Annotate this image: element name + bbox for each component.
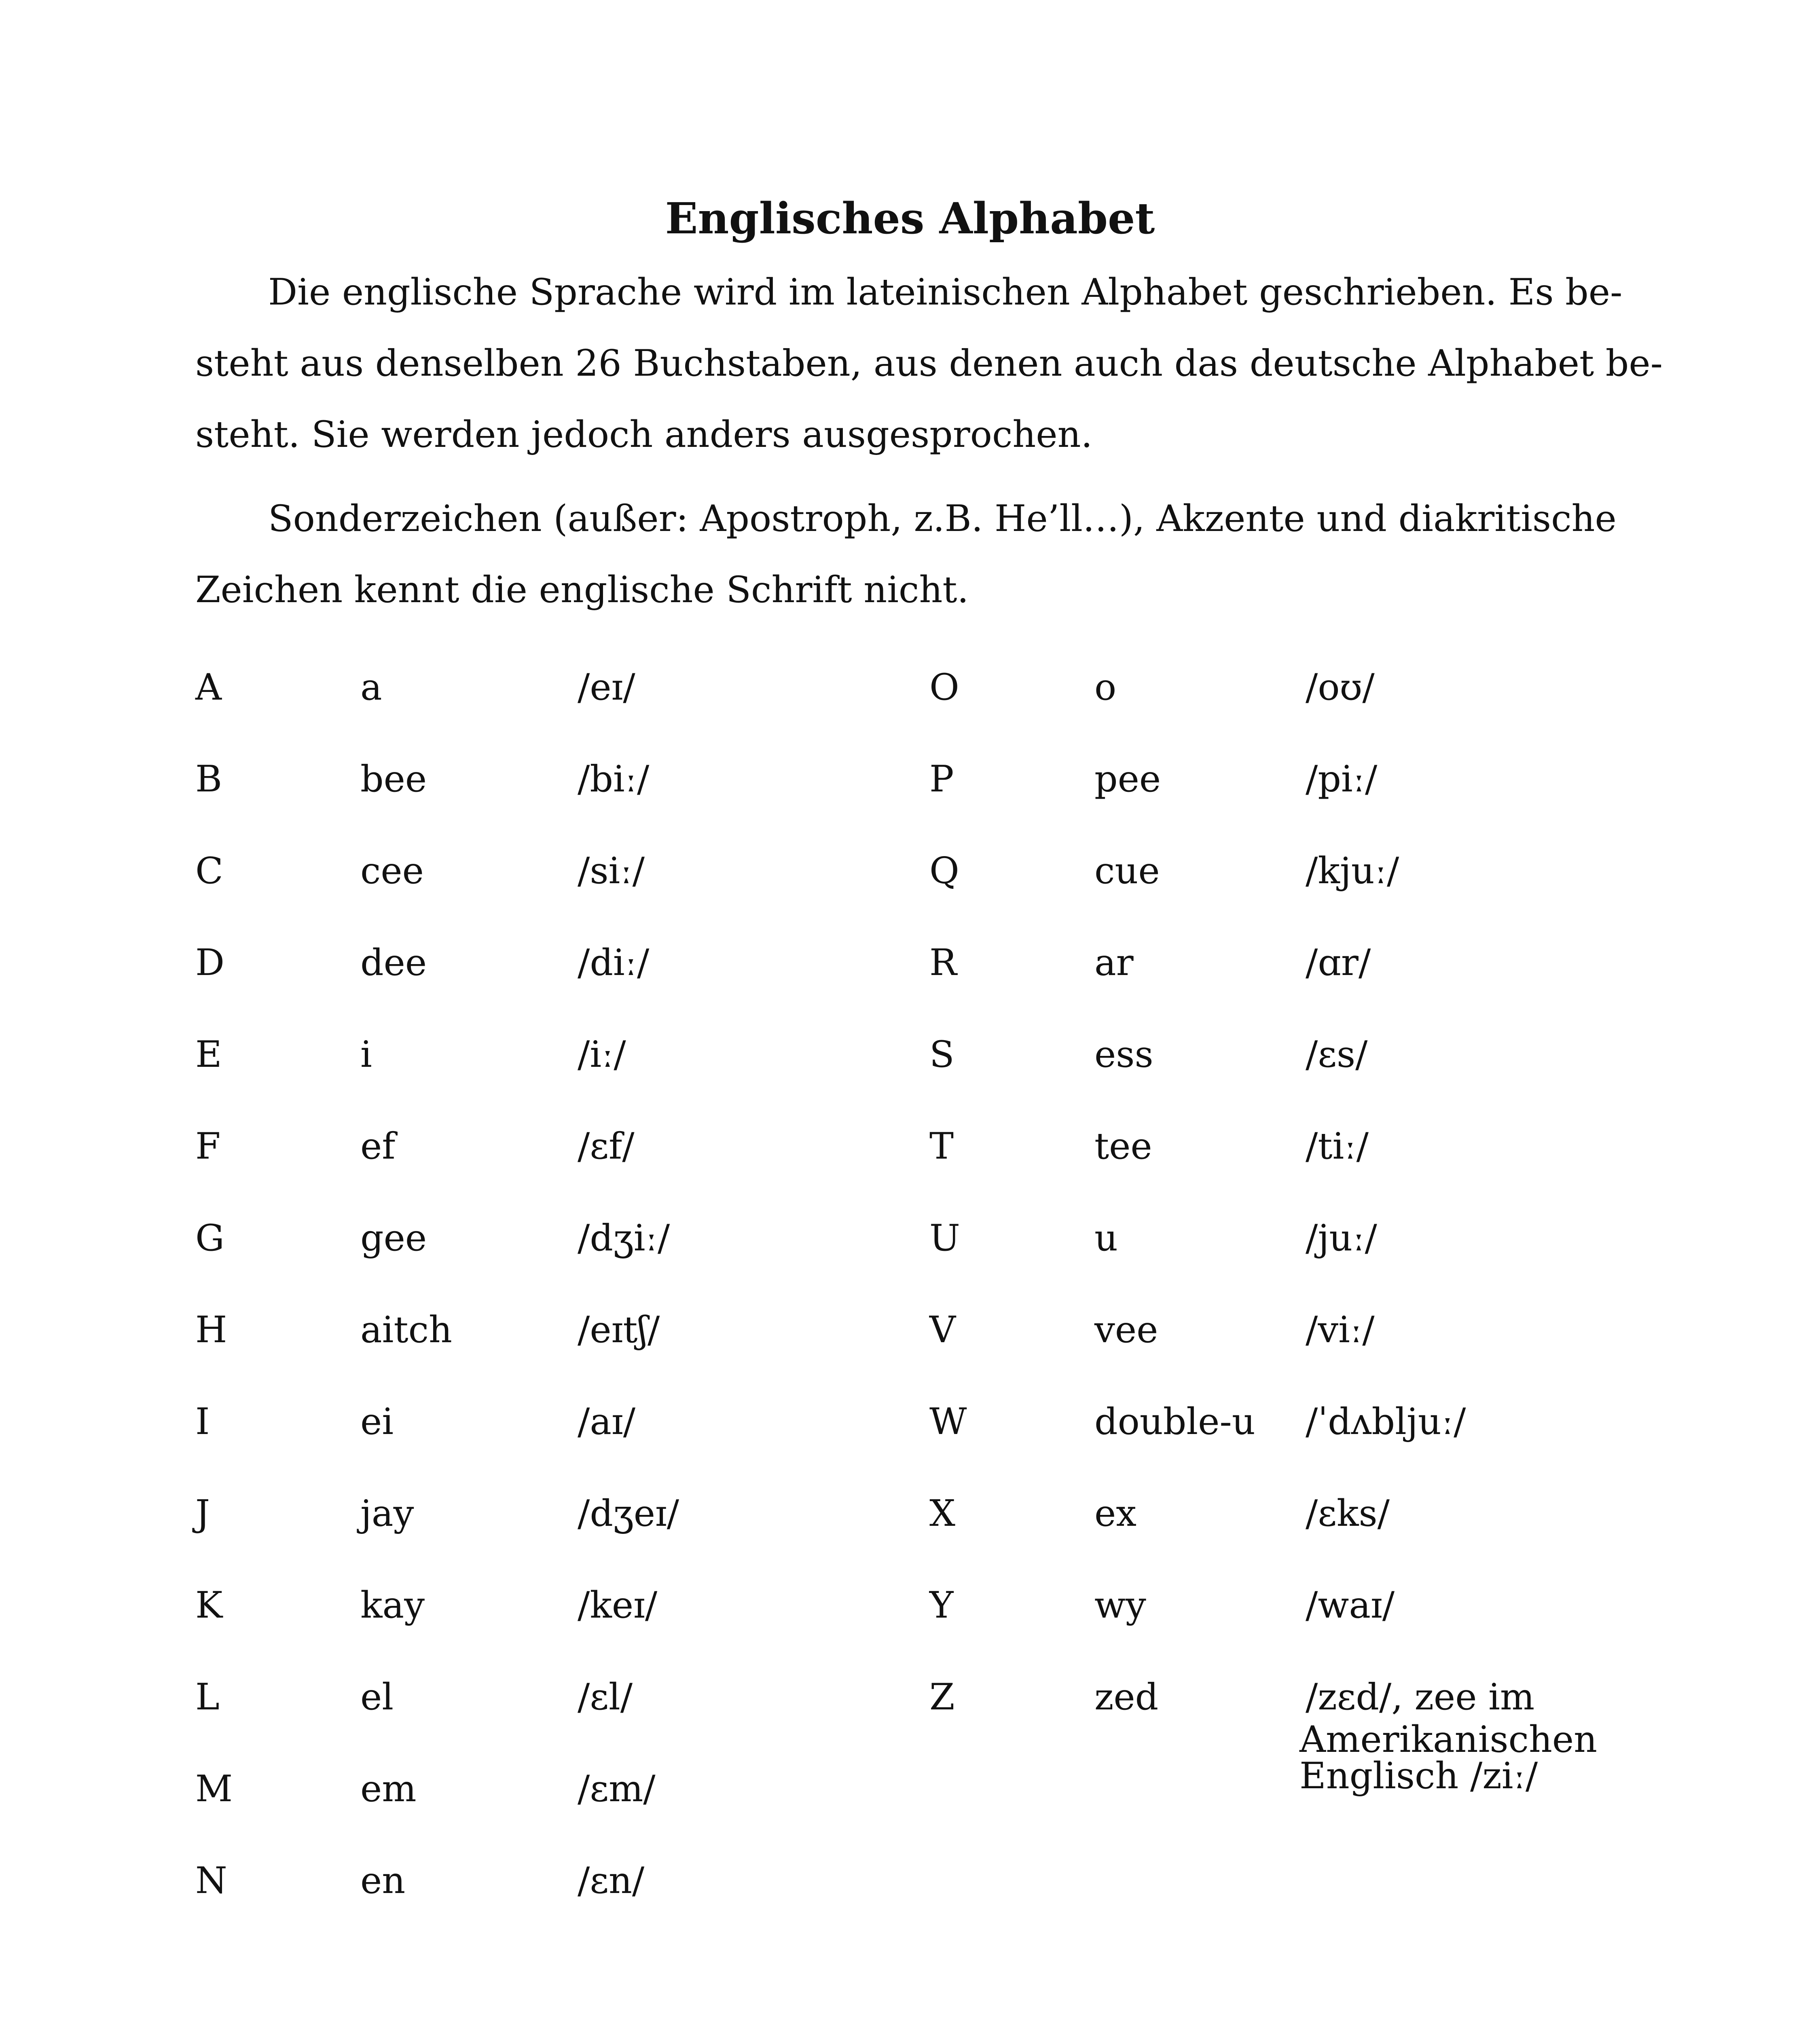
letter-name: aitch bbox=[360, 1309, 452, 1351]
letter-uppercase: Z bbox=[929, 1676, 955, 1718]
alphabet-row bbox=[929, 1122, 1657, 1214]
letter-pronunciation: /ɑr/ bbox=[1306, 941, 1371, 984]
alphabet-row bbox=[929, 1398, 1657, 1489]
alphabet-row bbox=[195, 1581, 923, 1673]
paragraph-line: steht. Sie werden jedoch anders ausgesprochen. bbox=[195, 413, 1093, 456]
letter-pronunciation: /waɪ/ bbox=[1306, 1584, 1395, 1626]
alphabet-row bbox=[195, 1306, 923, 1398]
letter-pronunciation: /ɛn/ bbox=[578, 1859, 645, 1902]
paragraph-line: Zeichen kennt die englische Schrift nicht. bbox=[195, 569, 969, 611]
letter-uppercase: A bbox=[195, 666, 222, 709]
letter-name: en bbox=[360, 1859, 406, 1902]
letter-uppercase: W bbox=[929, 1400, 967, 1443]
letter-name: double-u bbox=[1094, 1400, 1255, 1443]
letter-pronunciation: /piː/ bbox=[1306, 758, 1378, 800]
letter-name: tee bbox=[1094, 1125, 1152, 1168]
letter-pronunciation: /iː/ bbox=[578, 1033, 626, 1076]
letter-pronunciation: /ɛf/ bbox=[578, 1125, 635, 1168]
letter-pronunciation: /viː/ bbox=[1306, 1309, 1375, 1351]
letter-uppercase: D bbox=[195, 941, 225, 984]
letter-uppercase: T bbox=[929, 1125, 954, 1168]
letter-uppercase: G bbox=[195, 1217, 224, 1259]
letter-name: ess bbox=[1094, 1033, 1153, 1076]
alphabet-row bbox=[929, 1306, 1657, 1398]
letter-pronunciation: /biː/ bbox=[578, 758, 650, 800]
letter-uppercase: Q bbox=[929, 850, 959, 892]
letter-uppercase: K bbox=[195, 1584, 223, 1626]
letter-name: em bbox=[360, 1768, 417, 1810]
page-title: Englisches Alphabet bbox=[665, 193, 1155, 243]
letter-name: ex bbox=[1094, 1492, 1137, 1535]
alphabet-row bbox=[195, 1030, 923, 1122]
letter-pronunciation: /aɪ/ bbox=[578, 1400, 636, 1443]
paragraph-line: steht aus denselben 26 Buchstaben, aus denen auch das deutsche Alphabet be- bbox=[195, 342, 1663, 385]
letter-pronunciation: /tiː/ bbox=[1306, 1125, 1369, 1168]
paragraph-line: Die englische Sprache wird im lateinischen Alphabet geschrieben. Es be- bbox=[268, 271, 1623, 313]
letter-uppercase: U bbox=[929, 1217, 960, 1259]
letter-pronunciation: /ɛl/ bbox=[578, 1676, 633, 1718]
alphabet-row bbox=[195, 939, 923, 1030]
letter-pronunciation: /diː/ bbox=[578, 941, 650, 984]
alphabet-row bbox=[929, 939, 1657, 1030]
alphabet-row bbox=[195, 1398, 923, 1489]
letter-uppercase: N bbox=[195, 1859, 227, 1902]
letter-uppercase: R bbox=[929, 941, 957, 984]
letter-pronunciation: /juː/ bbox=[1306, 1217, 1377, 1259]
letter-name: i bbox=[360, 1033, 372, 1076]
letter-name: vee bbox=[1094, 1309, 1158, 1351]
alphabet-row bbox=[195, 1765, 923, 1857]
letter-uppercase: L bbox=[195, 1676, 220, 1718]
letter-uppercase: I bbox=[195, 1400, 210, 1443]
letter-pronunciation: /ɛm/ bbox=[578, 1768, 656, 1810]
alphabet-row bbox=[195, 847, 923, 939]
letter-name: jay bbox=[360, 1492, 414, 1535]
intro-paragraph bbox=[195, 257, 1663, 470]
alphabet-row bbox=[195, 1122, 923, 1214]
letter-name: wy bbox=[1094, 1584, 1146, 1626]
letter-name: kay bbox=[360, 1584, 425, 1626]
letter-name: bee bbox=[360, 758, 427, 800]
alphabet-column-left bbox=[195, 663, 923, 1948]
letter-pronunciation: /ɛs/ bbox=[1306, 1033, 1368, 1076]
letter-pronunciation: /zɛd/, zee im bbox=[1306, 1676, 1535, 1718]
alphabet-row bbox=[929, 755, 1657, 847]
letter-pronunciation: /siː/ bbox=[578, 850, 645, 892]
letter-pronunciation: /dʒiː/ bbox=[578, 1217, 670, 1259]
letter-name: ef bbox=[360, 1125, 396, 1168]
letter-name: u bbox=[1094, 1217, 1118, 1259]
letter-uppercase: X bbox=[929, 1492, 956, 1535]
alphabet-row bbox=[929, 1581, 1657, 1673]
alphabet-row bbox=[929, 1673, 1657, 1797]
letter-name: dee bbox=[360, 941, 427, 984]
letter-name: zed bbox=[1094, 1676, 1159, 1718]
letter-pronunciation-note: Amerikanischen Englisch /ziː/ bbox=[1299, 1718, 1598, 1797]
letter-uppercase: H bbox=[195, 1309, 227, 1351]
letter-uppercase: C bbox=[195, 850, 223, 892]
letter-uppercase: J bbox=[195, 1492, 210, 1535]
letter-uppercase: M bbox=[195, 1768, 233, 1810]
letter-name: gee bbox=[360, 1217, 427, 1259]
alphabet-row bbox=[195, 663, 923, 755]
letter-pronunciation: /ɛks/ bbox=[1306, 1492, 1390, 1535]
letter-name: pee bbox=[1094, 758, 1161, 800]
letter-uppercase: B bbox=[195, 758, 222, 800]
letter-uppercase: S bbox=[929, 1033, 954, 1076]
letter-pronunciation: /kjuː/ bbox=[1306, 850, 1399, 892]
alphabet-row bbox=[195, 755, 923, 847]
letter-name: cue bbox=[1094, 850, 1160, 892]
letter-name: el bbox=[360, 1676, 394, 1718]
alphabet-row bbox=[195, 1489, 923, 1581]
letter-name: ar bbox=[1094, 941, 1134, 984]
special-characters-paragraph bbox=[195, 483, 1617, 626]
letter-uppercase: E bbox=[195, 1033, 222, 1076]
letter-pronunciation: /eɪtʃ/ bbox=[578, 1309, 660, 1351]
letter-uppercase: Y bbox=[929, 1584, 954, 1626]
paragraph-line: Sonderzeichen (außer: Apostroph, z.B. He’ll…), Akzente und diakritische bbox=[268, 497, 1617, 540]
letter-name: o bbox=[1094, 666, 1117, 709]
letter-name: a bbox=[360, 666, 382, 709]
letter-pronunciation: /keɪ/ bbox=[578, 1584, 658, 1626]
letter-pronunciation: /oʊ/ bbox=[1306, 666, 1375, 709]
letter-uppercase: F bbox=[195, 1125, 221, 1168]
letter-name: ei bbox=[360, 1400, 394, 1443]
letter-pronunciation: /eɪ/ bbox=[578, 666, 635, 709]
letter-uppercase: V bbox=[929, 1309, 956, 1351]
letter-pronunciation: /ˈdʌbljuː/ bbox=[1306, 1400, 1466, 1443]
alphabet-row bbox=[929, 1030, 1657, 1122]
alphabet-row bbox=[195, 1673, 923, 1765]
alphabet-row bbox=[195, 1214, 923, 1306]
letter-uppercase: O bbox=[929, 666, 959, 709]
alphabet-row bbox=[195, 1857, 923, 1948]
letter-name: cee bbox=[360, 850, 424, 892]
alphabet-row bbox=[929, 663, 1657, 755]
letter-pronunciation: /dʒeɪ/ bbox=[578, 1492, 679, 1535]
alphabet-row bbox=[929, 1214, 1657, 1306]
letter-uppercase: P bbox=[929, 758, 954, 800]
alphabet-column-right bbox=[929, 663, 1657, 1797]
alphabet-row bbox=[929, 1489, 1657, 1581]
alphabet-row bbox=[929, 847, 1657, 939]
